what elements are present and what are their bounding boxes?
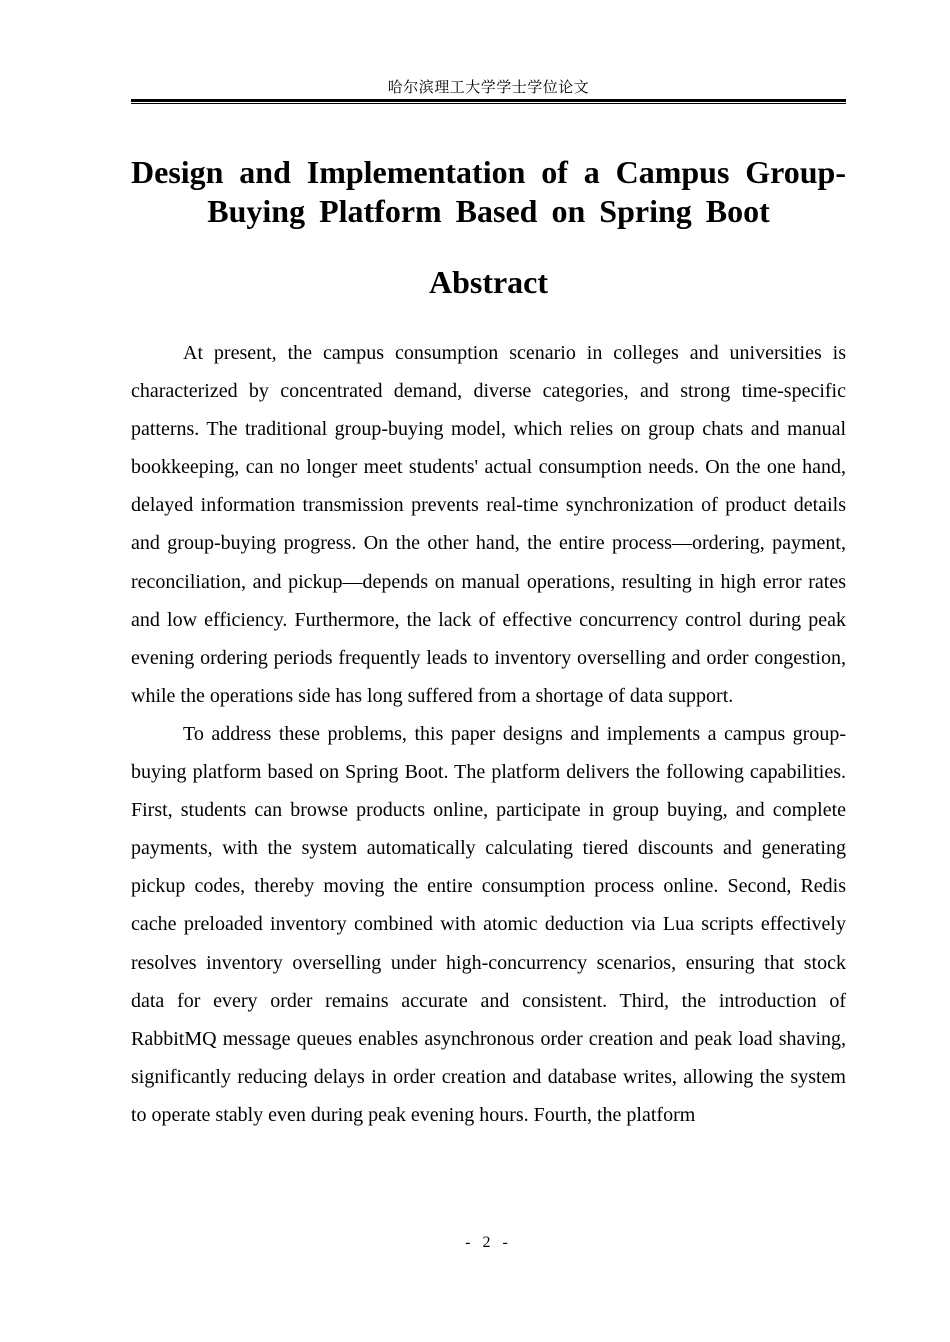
abstract-paragraph-1: At present, the campus consumption scenario in colleges and universities is characterized by concentrated demand, diverse categories, and strong time-specific patterns. The traditional group-buying model, which relies on group chats and manual bookkeeping, can no longer meet students' actual consumption needs. On the one hand, delayed information transmission prevents real-time synchronization of product details and group-buying progress. On the other hand, the entire process—ordering, payment, reconciliation, and pickup—depends on manual operations, resulting in high error rates and low efficiency. Furthermore, the lack of effective concurrency control during peak evening ordering periods frequently leads to inventory overselling and order congestion, while the operations side has long suffered from a shortage of data support. (131, 342, 846, 707)
header-double-rule (131, 99, 846, 105)
thesis-page (131, 0, 846, 1342)
abstract-body (131, 334, 846, 1134)
header-rule-thin (131, 103, 846, 104)
running-header: 哈尔滨理工大学学士学位论文 (387, 80, 590, 96)
page-number: - 2 - (465, 1234, 512, 1251)
abstract-paragraph-2: To address these problems, this paper designs and implements a campus group-buying platform based on Spring Boot. The platform delivers the following capabilities. First, students can browse products online, participate in group buying, and complete payments, with the system automatically calculating tiered discounts and generating pickup codes, thereby moving the entire consumption process online. Second, Redis cache preloaded inventory combined with atomic deduction via Lua scripts effectively resolves inventory overselling under high-concurrency scenarios, ensuring that stock data for every order remains accurate and consistent. Third, the introduction of RabbitMQ message queues enables asynchronous order creation and peak load shaving, significantly reducing delays in order creation and database writes, allowing the system to operate stably even during peak evening hours. Fourth, the platform (131, 722, 846, 1126)
section-heading-abstract: Abstract (428, 264, 549, 300)
paper-title: Design and Implementation of a Campus Group-Buying Platform Based on Spring Boot (131, 154, 846, 229)
header-rule-thick (131, 99, 846, 102)
